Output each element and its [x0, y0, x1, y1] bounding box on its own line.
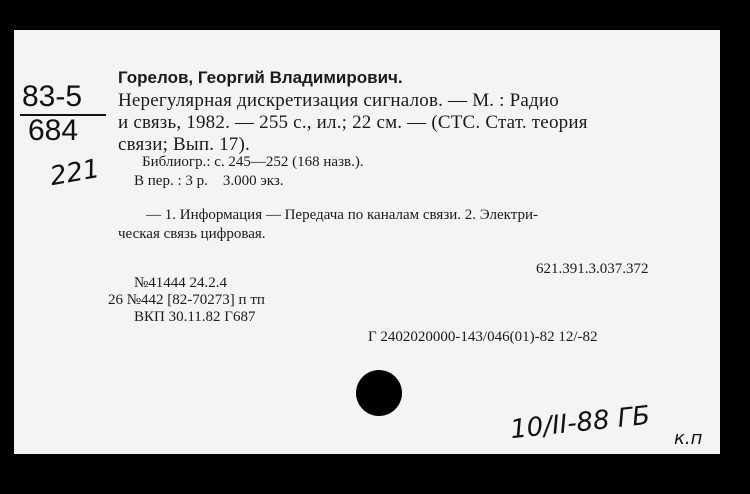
title-line-3: связи; Вып. 17). [118, 134, 250, 155]
record-line-2: 26 №442 [82-70273] п тп [108, 292, 265, 308]
handwritten-date-note: 10/II-88 ГБ [508, 400, 652, 446]
price: В пер. : 3 р. 3.000 экз. [134, 173, 284, 189]
catalog-card [14, 30, 720, 454]
subjects-line-2: ческая связь цифровая. [118, 226, 266, 242]
index-code: Г 2402020000-143/046(01)-82 12/-82 [368, 329, 598, 345]
udc-code: 621.391.3.037.372 [536, 261, 649, 277]
handwritten-mark: 221 [47, 153, 102, 193]
handwritten-sign: к.п [674, 428, 703, 449]
call-number-bottom: 684 [28, 114, 79, 147]
title-line-2: и связь, 1982. — 255 с., ил.; 22 см. — (СТС. Стат. теория [118, 112, 588, 133]
subjects-line-1: — 1. Информация — Передача по каналам связи. 2. Электри- [146, 207, 538, 223]
author: Горелов, Георгий Владимирович. [118, 68, 403, 87]
record-line-3: ВКП 30.11.82 Г687 [134, 309, 256, 325]
call-number-top: 83-5 [22, 80, 83, 113]
title-line-1: Нерегулярная дискретизация сигналов. — М. : Радио [118, 90, 559, 111]
record-line-1: №41444 24.2.4 [134, 275, 228, 291]
punch-hole [356, 370, 402, 416]
bibliography: Библиогр.: с. 245—252 (168 назв.). [142, 154, 364, 170]
